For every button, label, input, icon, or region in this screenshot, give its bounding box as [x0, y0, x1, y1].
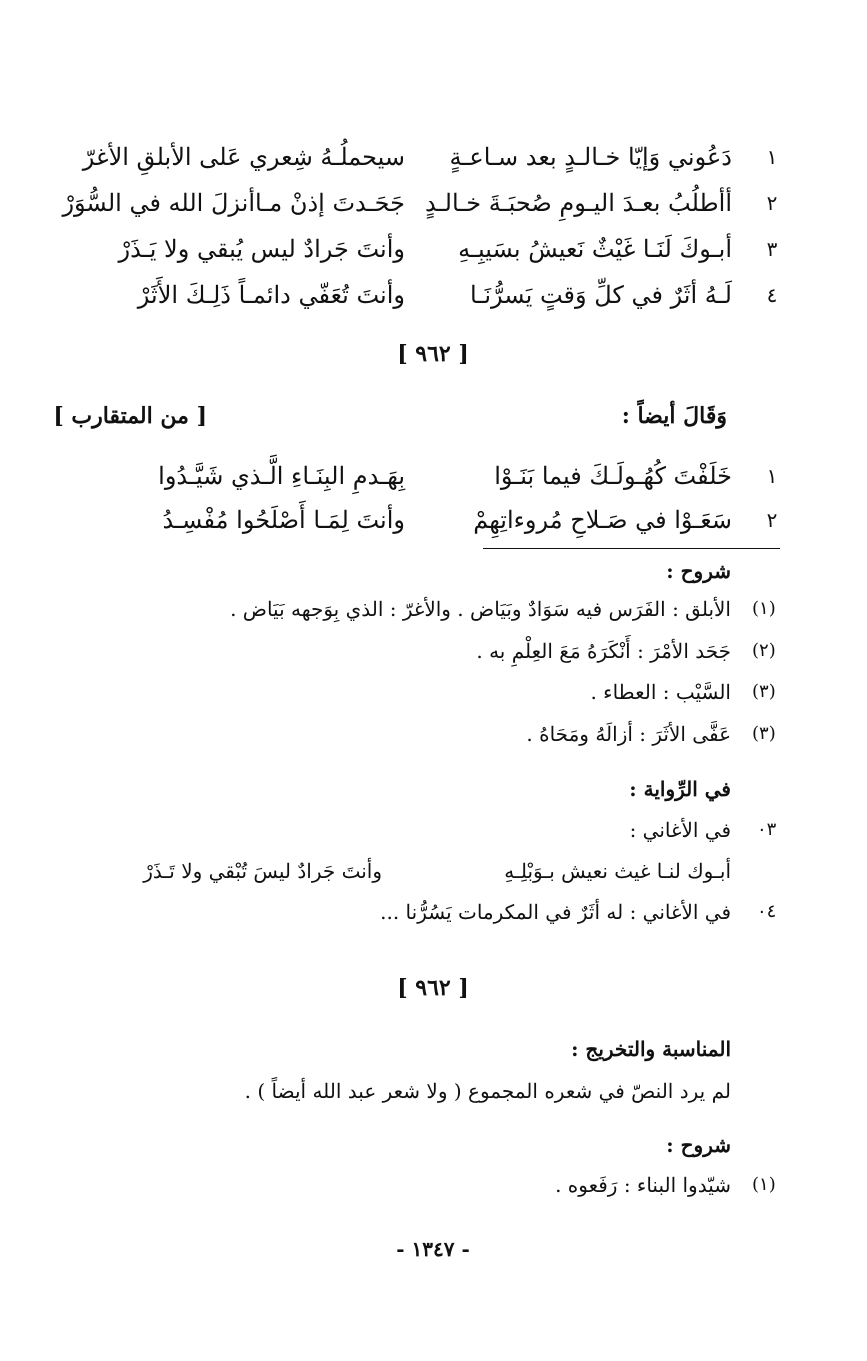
verse-second-hemistich: بِهَـدمِ البِنَـاءِ الَّـذي شَيَّـدُوا [158, 462, 405, 490]
variant-number: ٠٣ [757, 819, 777, 840]
note-text: السَّيْب : العطاء . [590, 680, 731, 704]
section-heading: [ ٩٦٢ ] [397, 975, 469, 1001]
poem-intro: وَقَالَ أيضاً : [621, 403, 727, 429]
variant-source: في الأغاني : [629, 818, 731, 842]
occasion-text: لم يرد النصّ في شعره المجموع ( ولا شعر عبد الله أيضاً ) . [244, 1079, 731, 1103]
verse-number: ٢ [766, 191, 778, 215]
note-text: الأبلق : الفَرَس فيه سَوَادٌ وبَيَاض . والأغرّ : الذي بِوَجهه بَيَاض . [230, 597, 731, 621]
notes-separator [483, 548, 780, 549]
verse-second-hemistich: جَحَـدتَ إذنْ مـاأنزلَ الله في السُّوَرْ [62, 189, 405, 217]
notes-title: شروح : [666, 559, 731, 583]
verse-first-hemistich: دَعُوني وَإيّا خـالـدٍ بعد سـاعـةٍ [449, 143, 732, 171]
page-number: - ١٣٤٧ - [396, 1237, 470, 1261]
verse-number: ١ [766, 145, 778, 169]
variant-second-hemistich: وأنتَ جَرادٌ ليسَ تُبْقي ولا تَـذَرْ [143, 859, 382, 883]
verse-number: ٤ [766, 283, 778, 307]
verse-number: ٢ [766, 508, 778, 532]
verse-second-hemistich: وأنتَ لِمَـا أَصْلَحُوا مُفْسِـدُ [162, 506, 405, 534]
note-text: عَفَّى الأثَرَ : أزالَهُ ومَحَاهُ . [526, 722, 731, 746]
section-heading: [ ٩٦٢ ] [397, 341, 469, 367]
variant-first-hemistich: أبـوك لنـا غيث نعيش بـوَبْلِـهِ [504, 859, 731, 883]
verse-second-hemistich: وأنتَ جَرادٌ ليس يُبقي ولا يَـذَرْ [118, 235, 405, 263]
variant-number: ٠٤ [757, 901, 777, 922]
note-text: جَحَد الأمْرَ : أَنْكَرَهُ مَعَ العِلْمِ به . [476, 639, 731, 663]
note-number: (١) [752, 1174, 776, 1195]
note-number: (١) [752, 598, 776, 619]
verse-first-hemistich: خَلَفْتَ كُهُـولَـكَ فيما بَنَـوْا [494, 462, 732, 490]
poem-meter: [ من المتقارب ] [53, 403, 207, 429]
verse-first-hemistich: أأطلُبُ بعـدَ اليـومِ صُحبَـةَ خـالـدٍ [425, 189, 732, 217]
verse-number: ١ [766, 464, 778, 488]
variants-title: في الرِّواية : [629, 777, 731, 801]
variant-text: في الأغاني : له أثَرٌ في المكرمات يَسُرُّنا ... [380, 900, 731, 924]
note-text: شيّدوا البناء : رَفَعوه . [555, 1173, 731, 1197]
verse-second-hemistich: وأنتَ تُعَفّي دائمـاً ذَلِـكَ الأَثَرْ [137, 281, 405, 309]
verse-first-hemistich: لَـهُ أثَرٌ في كلِّ وَقتٍ يَسرُّنَـا [469, 281, 732, 309]
verse-number: ٣ [766, 237, 778, 261]
verse-second-hemistich: سيحملُـهُ شِعري عَلى الأبلقِ الأغرّ [82, 143, 405, 171]
occasion-title: المناسبة والتخريج : [571, 1037, 731, 1061]
verse-first-hemistich: سَعَـوْا في صَـلاحِ مُروءاتِهِمْ [473, 506, 732, 534]
notes-title: شروح : [666, 1133, 731, 1157]
note-number: (٢) [752, 640, 776, 661]
verse-first-hemistich: أبـوكَ لَنَـا غَيْثٌ نَعيشُ بسَيبِـهِ [458, 235, 732, 263]
note-number: (٣) [752, 681, 776, 702]
note-number: (٣) [752, 723, 776, 744]
